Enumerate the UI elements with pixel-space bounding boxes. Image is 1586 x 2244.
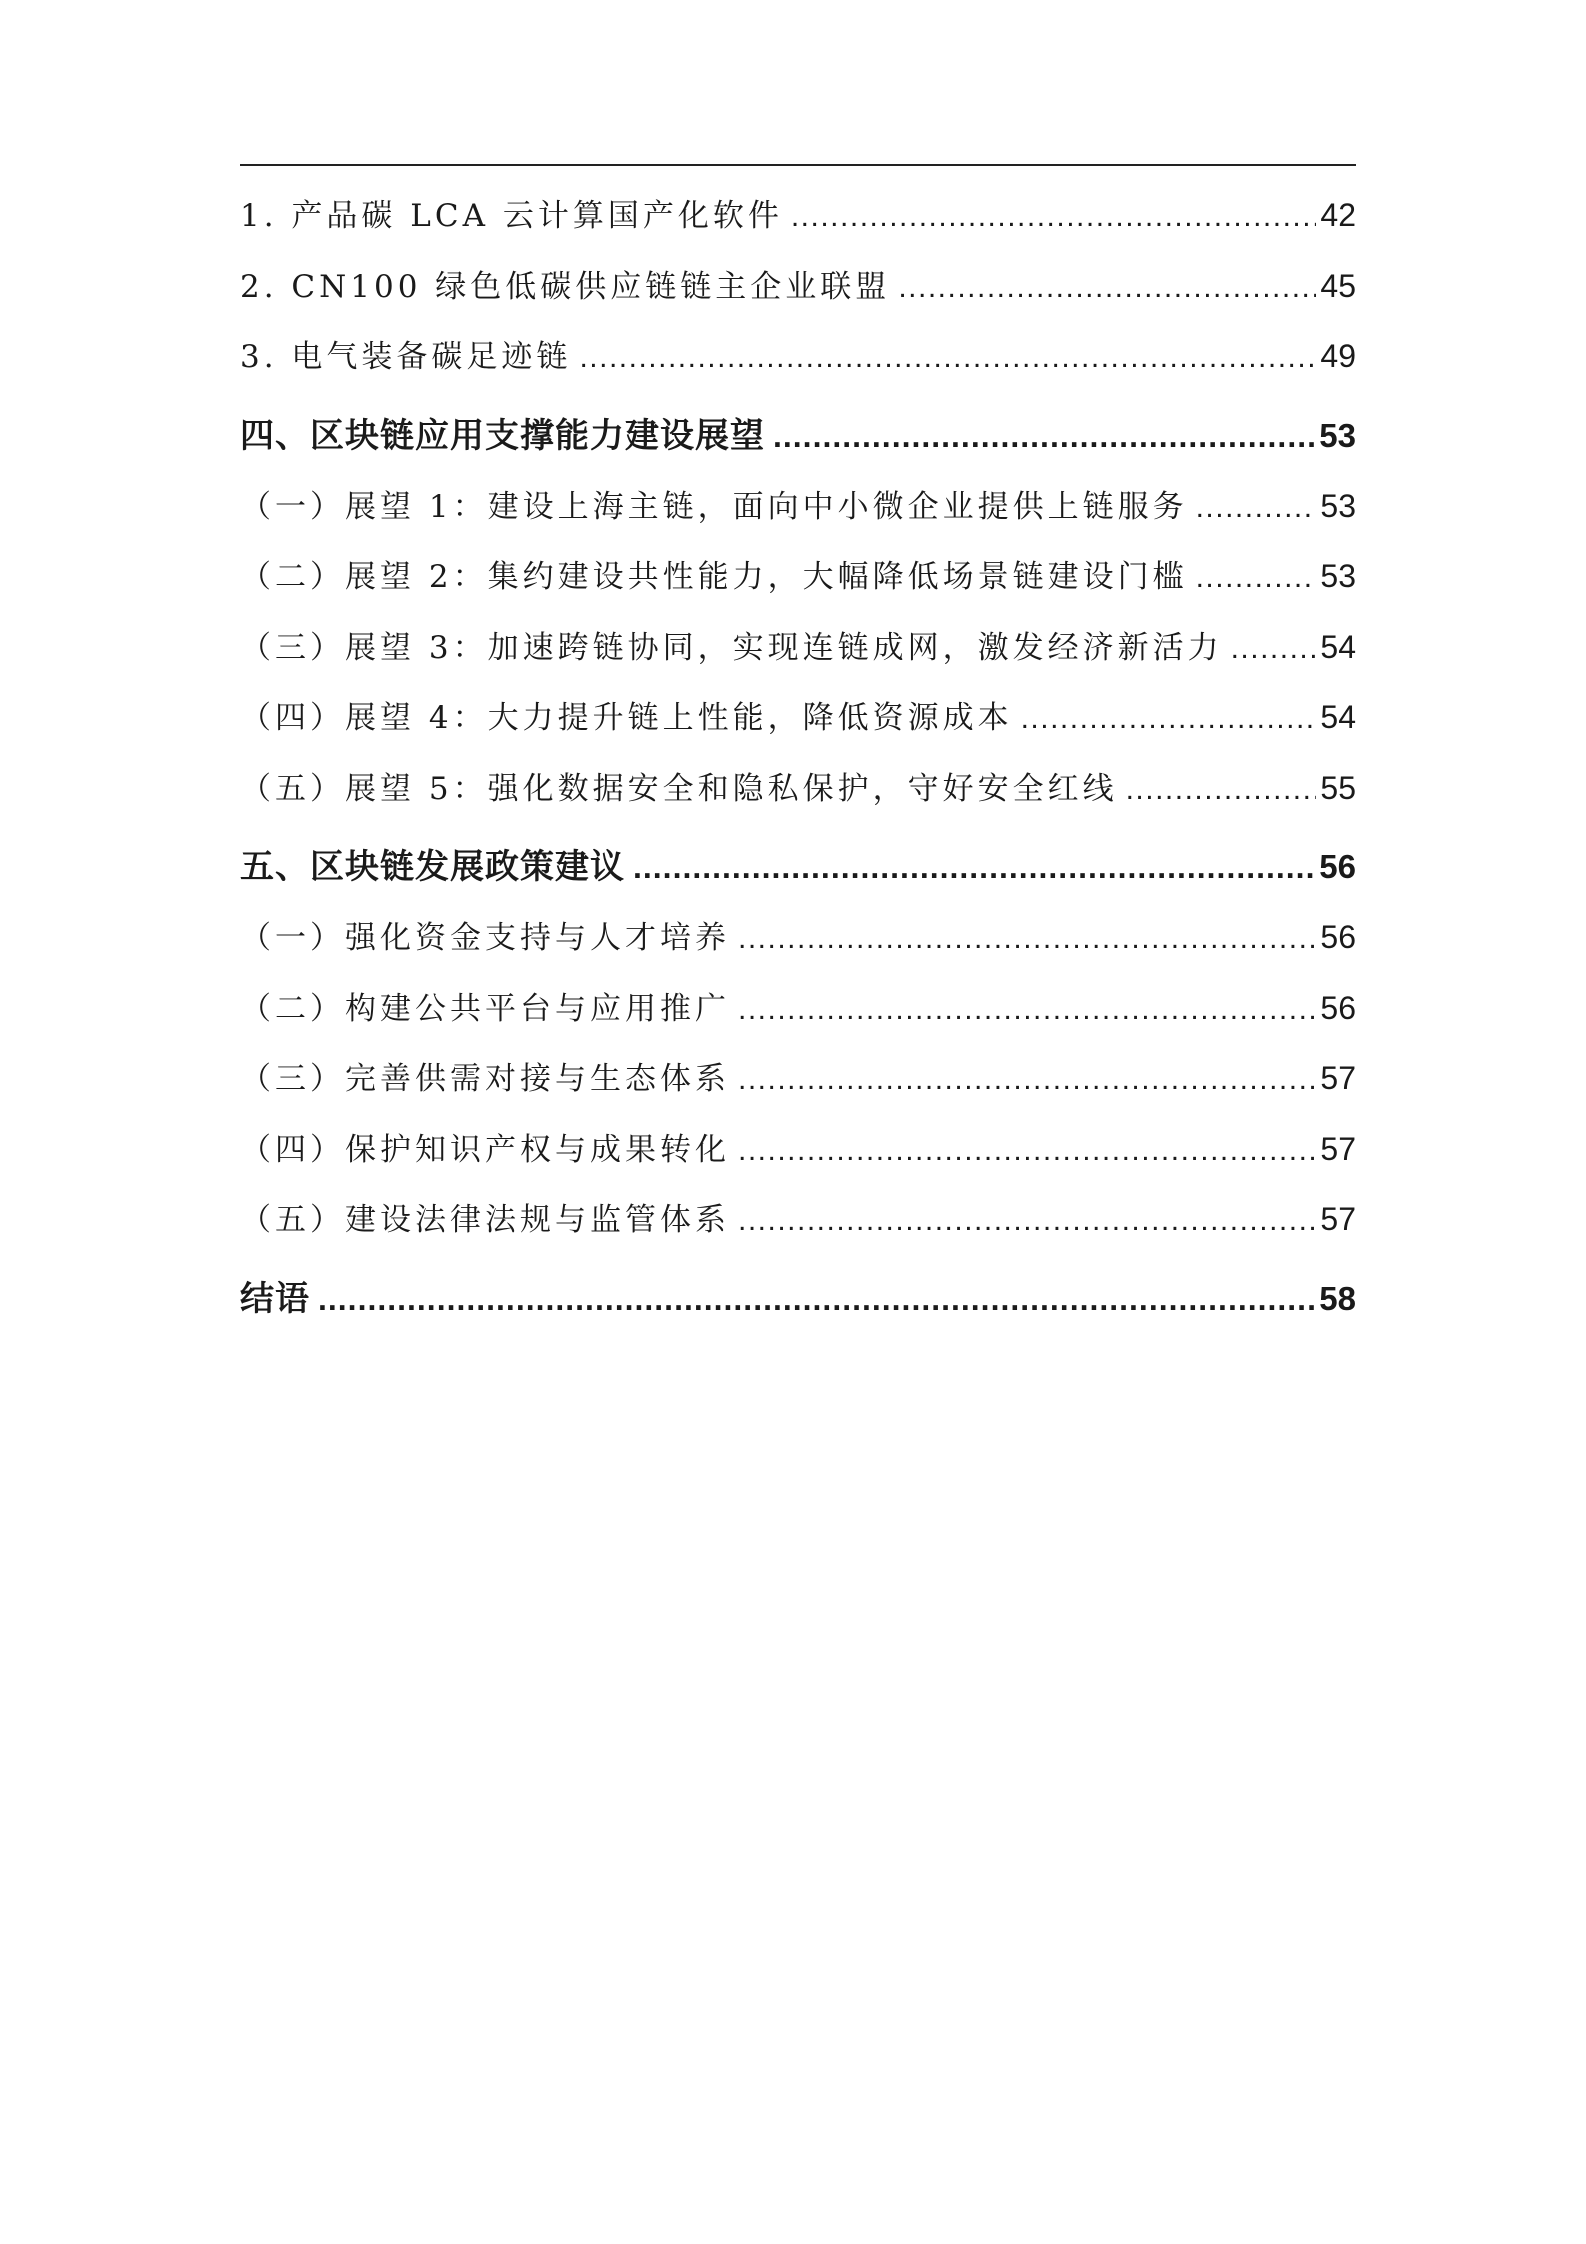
toc-leader-dots: [738, 1063, 1316, 1097]
toc-section-label: 结语: [240, 1278, 310, 1319]
toc-section-page: 58: [1319, 1279, 1356, 1317]
toc-leader-dots: [791, 200, 1317, 234]
toc-entry[interactable]: [240, 692, 1356, 763]
toc-entry[interactable]: [240, 983, 1356, 1054]
toc-entry-label: （五）建设法律法规与监管体系: [240, 1202, 730, 1238]
toc-entry-label: （三）展望 3：加速跨链协同，实现连链成网，激发经济新活力: [240, 629, 1223, 666]
toc-entry-label: （一）展望 1：建设上海主链，面向中小微企业提供上链服务: [240, 488, 1188, 525]
toc-entry[interactable]: [240, 622, 1356, 693]
toc-entry[interactable]: [240, 261, 1356, 332]
toc-entry[interactable]: [240, 1124, 1356, 1195]
toc-entry-page: 56: [1320, 989, 1356, 1026]
toc-entry[interactable]: [240, 763, 1356, 834]
toc-entry-label: （三）完善供需对接与生态体系: [240, 1061, 730, 1097]
toc-leader-dots: [579, 341, 1316, 375]
toc-section-page: 56: [1319, 848, 1356, 885]
toc-entry-page: 55: [1320, 769, 1356, 806]
toc-leader-dots: [1196, 491, 1317, 525]
toc-entry[interactable]: [240, 912, 1356, 983]
toc-entry[interactable]: [240, 1053, 1356, 1124]
toc-entry-page: 53: [1320, 558, 1356, 594]
table-of-contents: [240, 190, 1356, 1344]
toc-leader-dots: [738, 993, 1316, 1027]
toc-section-label: 四、区块链应用支撑能力建设展望: [240, 415, 765, 456]
toc-entry-page: 45: [1320, 267, 1356, 304]
toc-leader-dots: [773, 418, 1315, 455]
toc-entry-label: 2. CN100 绿色低碳供应链链主企业联盟: [240, 268, 891, 305]
toc-leader-dots: [738, 922, 1316, 956]
toc-entry-page: 54: [1320, 699, 1356, 735]
toc-section-entry[interactable]: [240, 833, 1356, 912]
toc-entry-label: （一）强化资金支持与人才培养: [240, 920, 730, 956]
toc-leader-dots: [738, 1134, 1316, 1168]
toc-leader-dots: [318, 1281, 1315, 1318]
toc-entry[interactable]: [240, 481, 1356, 552]
toc-entry-page: 53: [1320, 487, 1356, 524]
toc-entry-label: （二）构建公共平台与应用推广: [240, 990, 730, 1027]
toc-leader-dots: [898, 271, 1316, 305]
toc-leader-dots: [1196, 561, 1317, 595]
toc-entry-label: （四）展望 4：大力提升链上性能，降低资源成本: [240, 700, 1013, 736]
toc-entry-label: （四）保护知识产权与成果转化: [240, 1131, 730, 1168]
toc-entry[interactable]: [240, 190, 1356, 261]
toc-entry-page: 49: [1320, 338, 1356, 374]
toc-leader-dots: [1126, 773, 1317, 807]
toc-leader-dots: [738, 1204, 1316, 1238]
toc-entry-page: 57: [1320, 1130, 1356, 1167]
toc-section-entry[interactable]: [240, 402, 1356, 481]
toc-entry-page: 42: [1320, 197, 1356, 233]
toc-entry-page: 57: [1320, 1201, 1356, 1237]
toc-entry[interactable]: [240, 1194, 1356, 1265]
toc-section-entry[interactable]: [240, 1265, 1356, 1344]
toc-entry-label: （二）展望 2：集约建设共性能力，大幅降低场景链建设门槛: [240, 559, 1188, 595]
header-rule: [240, 164, 1356, 166]
toc-entry-page: 57: [1320, 1060, 1356, 1096]
toc-entry-label: 1. 产品碳 LCA 云计算国产化软件: [240, 198, 783, 234]
toc-entry[interactable]: [240, 551, 1356, 622]
toc-leader-dots: [1231, 632, 1317, 666]
toc-section-label: 五、区块链发展政策建议: [240, 847, 625, 887]
toc-entry-label: 3. 电气装备碳足迹链: [240, 339, 572, 375]
toc-leader-dots: [633, 849, 1315, 886]
toc-entry-label: （五）展望 5：强化数据安全和隐私保护，守好安全红线: [240, 770, 1118, 807]
toc-entry[interactable]: [240, 331, 1356, 402]
toc-leader-dots: [1021, 702, 1317, 736]
toc-entry-page: 56: [1320, 919, 1356, 955]
toc-section-page: 53: [1319, 416, 1356, 454]
toc-entry-page: 54: [1320, 628, 1356, 665]
